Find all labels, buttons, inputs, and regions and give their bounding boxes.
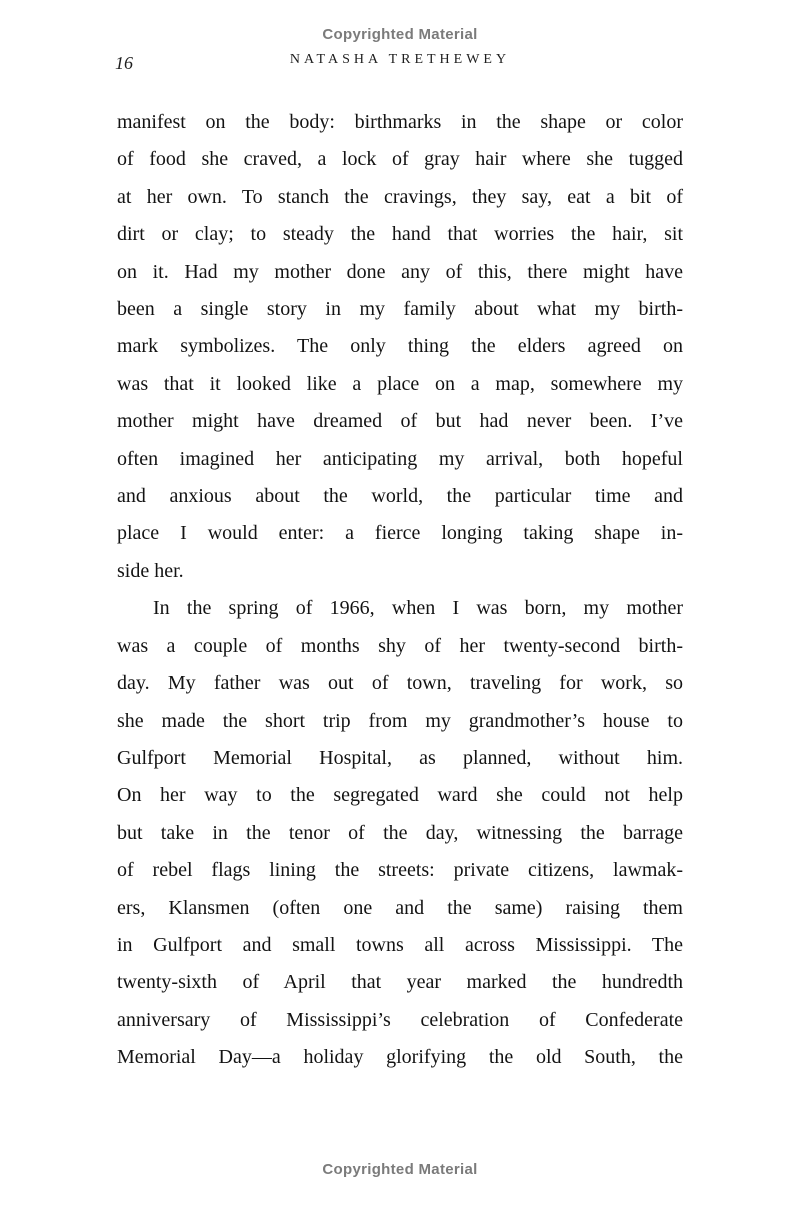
- paragraph: [117, 104, 683, 590]
- text-line: dirt or clay; to steady the hand that worries the hair, sit: [117, 223, 683, 246]
- text-line: manifest on the body: birthmarks in the shape or color: [117, 111, 683, 133]
- running-header: [117, 52, 683, 74]
- text-line: of rebel flags lining the streets: private citizens, lawmak-: [117, 859, 683, 882]
- text-line: was a couple of months shy of her twenty-second birth-: [117, 634, 683, 657]
- text-line: place I would enter: a fierce longing taking shape in-: [117, 522, 683, 545]
- text-line: on it. Had my mother done any of this, there might have: [117, 260, 683, 283]
- text-line: Memorial Day—a holiday glorifying the old South, the: [117, 1046, 683, 1069]
- text-line: side her.: [117, 559, 184, 582]
- text-line: anniversary of Mississippi’s celebration of Confederate: [117, 1008, 683, 1031]
- text-line: In the spring of 1966, when I was born, my mother: [153, 597, 683, 620]
- text-line: in Gulfport and small towns all across Mississippi. The: [117, 933, 683, 956]
- page-number: 16: [115, 53, 133, 73]
- text-line: and anxious about the world, the particular time and: [117, 485, 683, 508]
- text-line: Gulfport Memorial Hospital, as planned, without him.: [117, 746, 683, 769]
- text-line: On her way to the segregated ward she could not help: [117, 784, 683, 807]
- text-line: day. My father was out of town, traveling for work, so: [117, 672, 683, 695]
- text-line: often imagined her anticipating my arrival, both hopeful: [117, 447, 683, 470]
- text-line: ers, Klansmen (often one and the same) raising them: [117, 896, 683, 919]
- copyright-notice-top: Copyrighted Material: [322, 26, 478, 43]
- text-line: of food she craved, a lock of gray hair where she tugged: [117, 148, 683, 171]
- text-line: twenty-sixth of April that year marked the hundredth: [117, 971, 683, 994]
- author-running-header: NATASHA TRETHEWEY: [289, 52, 511, 67]
- text-line: mark symbolizes. The only thing the elders agreed on: [117, 335, 683, 358]
- text-line: been a single story in my family about what my birth-: [117, 298, 683, 321]
- text-line: but take in the tenor of the day, witnessing the barrage: [117, 821, 683, 844]
- text-line: mother might have dreamed of but had never been. I’ve: [117, 410, 683, 433]
- text-line: at her own. To stanch the cravings, they say, eat a bit of: [117, 185, 683, 208]
- paragraph: [117, 590, 683, 1076]
- text-line: was that it looked like a place on a map, somewhere my: [117, 372, 683, 395]
- body-text: [117, 104, 683, 1077]
- text-line: she made the short trip from my grandmother’s house to: [117, 709, 683, 732]
- copyright-notice-bottom: Copyrighted Material: [322, 1161, 478, 1178]
